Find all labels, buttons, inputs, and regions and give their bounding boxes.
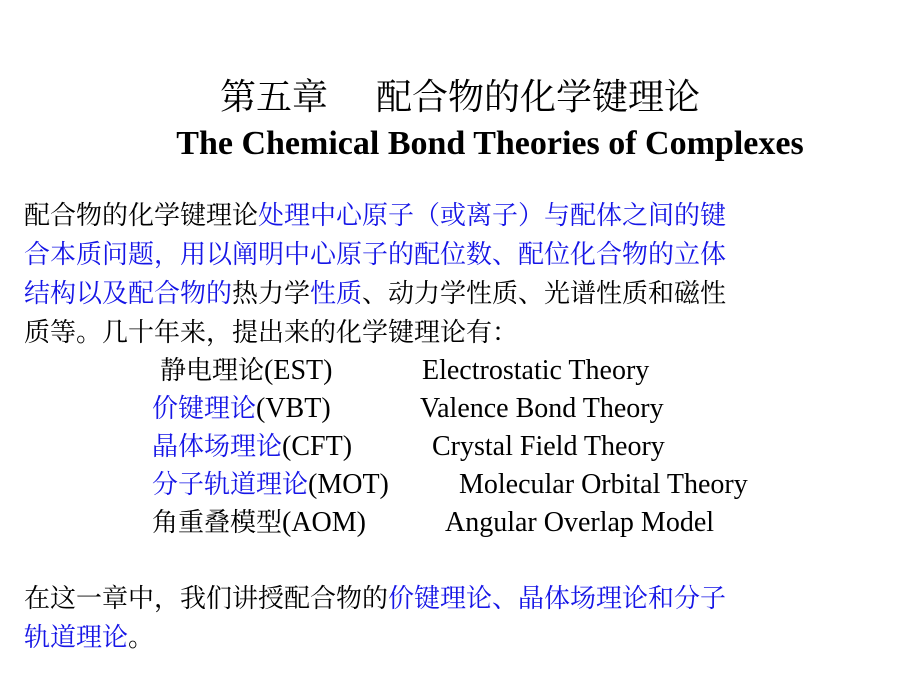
intro-line-3-d: 、动力学性质、光谱性质和磁性 <box>362 279 727 309</box>
closing-paragraph <box>24 580 894 658</box>
closing-line-1-b: 价键理论、晶体场理论和分子 <box>388 584 727 614</box>
chapter-title-text: 配合物的化学键理论 <box>376 77 701 118</box>
intro-paragraph <box>24 197 894 353</box>
theory-en-name: Valence Bond Theory <box>420 393 664 424</box>
theory-item <box>152 466 802 504</box>
intro-line-3-a: 结构以及配合物的 <box>24 279 233 309</box>
closing-line-2-b: 。 <box>128 623 155 653</box>
closing-line-1 <box>24 580 894 619</box>
closing-line-1-a: 在这一章中，我们讲授配合物的 <box>24 584 389 614</box>
intro-line-3 <box>24 275 894 314</box>
closing-line-2-a: 轨道理论 <box>24 623 129 653</box>
intro-line-3-c: 性质 <box>310 279 363 309</box>
theory-item <box>152 504 772 542</box>
intro-line-3-b: 热力学 <box>232 279 311 309</box>
theory-item <box>152 390 712 428</box>
theory-cn-name: 晶体场理论 <box>152 432 283 462</box>
theory-cn-name: 角重叠模型 <box>152 508 283 538</box>
intro-line-1 <box>24 197 894 236</box>
closing-line-2 <box>24 619 894 658</box>
theory-cn-name: 价键理论 <box>152 394 257 424</box>
theory-cn-name: 分子轨道理论 <box>152 470 309 500</box>
intro-line-4: 质等。几十年来，提出来的化学键理论有： <box>24 318 519 348</box>
theory-abbr: (CFT) <box>282 431 353 462</box>
theory-item <box>160 352 720 390</box>
intro-line-1-a: 配合物的化学键理论 <box>24 201 259 231</box>
intro-line-1-b: 处理中心原子（或离子）与配体之间的键 <box>258 201 727 231</box>
theory-abbr: (MOT) <box>308 469 389 500</box>
intro-line-2: 合本质问题，用以阐明中心原子的配位数、配位化合物的立体 <box>24 240 727 270</box>
theory-en-name: Electrostatic Theory <box>422 355 650 386</box>
chapter-number: 第五章 <box>219 77 328 118</box>
theory-abbr: (AOM) <box>282 507 367 538</box>
theory-en-name: Crystal Field Theory <box>432 431 665 462</box>
english-title: The Chemical Bond Theories of Complexes <box>176 125 804 162</box>
theory-en-name: Angular Overlap Model <box>445 507 715 538</box>
theory-abbr: (EST) <box>264 355 333 386</box>
theory-abbr: (VBT) <box>256 393 331 424</box>
theory-cn-name: 静电理论 <box>160 356 265 386</box>
chapter-title <box>0 76 920 120</box>
theory-en-name: Molecular Orbital Theory <box>459 469 748 500</box>
theory-item <box>152 428 712 466</box>
